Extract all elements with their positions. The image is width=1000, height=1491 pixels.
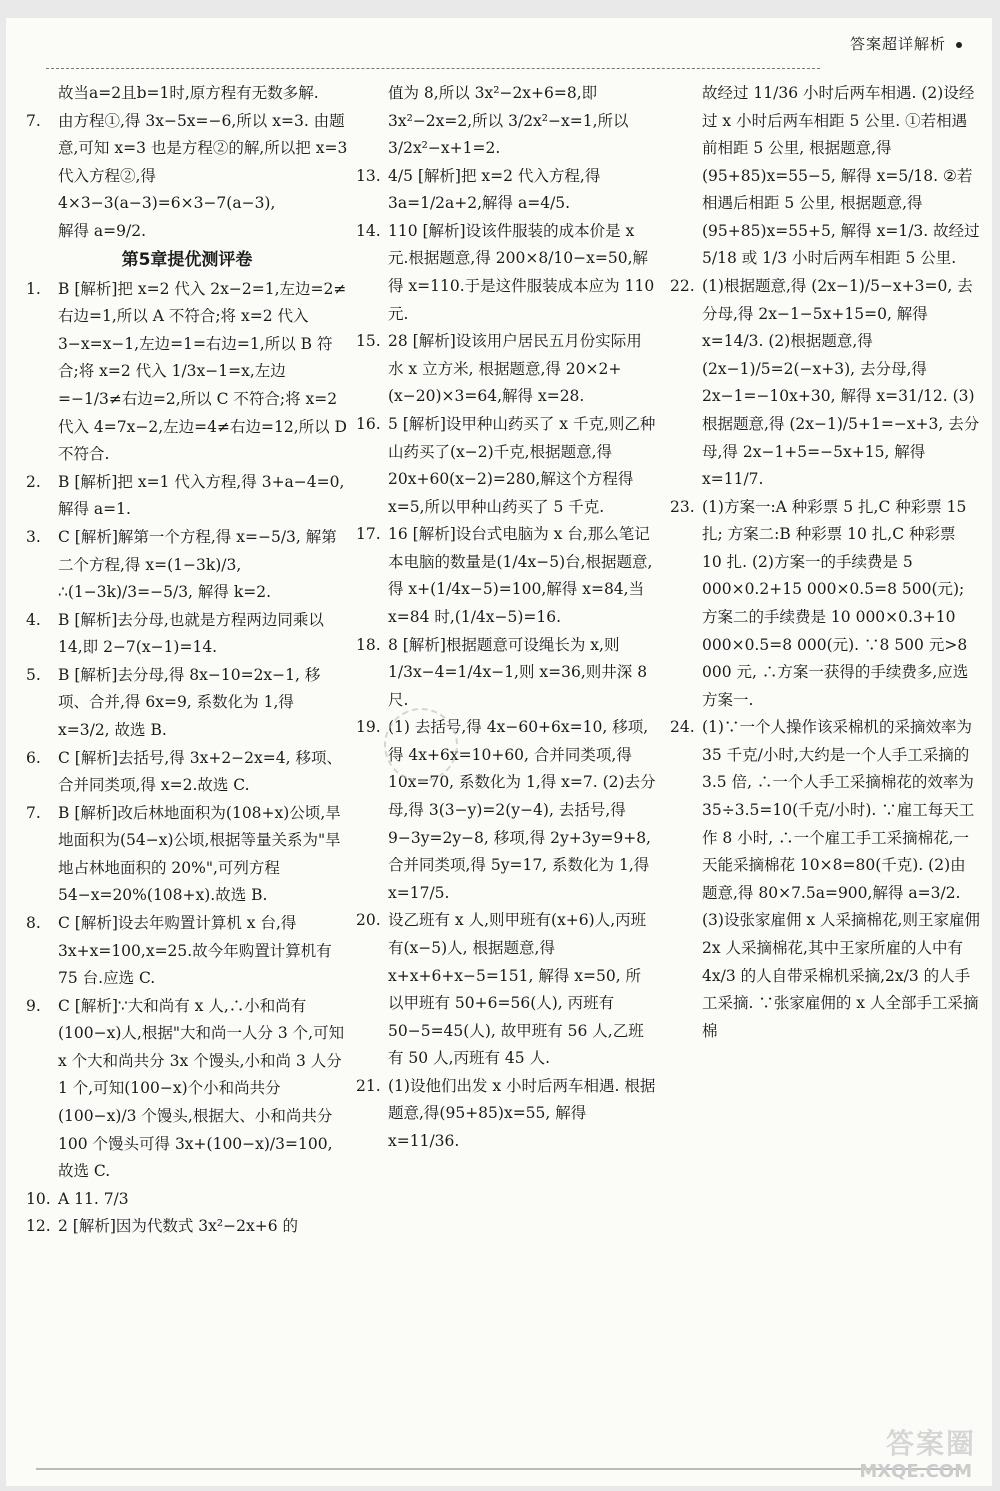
- item-text: 28 [解析]设该用户居民五月份实际用水 x 立方米, 根据题意,得 20×2+(x−20)×3=64,解得 x=28.: [388, 332, 642, 406]
- header-rule: [46, 68, 820, 69]
- answer-item: [26, 662, 348, 745]
- item-text: 110 [解析]设该件服装的成本价是 x 元.根据题意,得 200×8/10−x=50,解得 x=110.于是这件服装成本应为 110 元.: [388, 221, 655, 323]
- answer-item: [356, 521, 656, 631]
- column-right: [670, 80, 980, 1045]
- answer-item: [26, 800, 348, 910]
- item-number: 3.: [26, 527, 41, 546]
- item-text: (1)根据题意,得 (2x−1)/5−x+3=0, 去分母,得 2x−1−5x+15=0, 解得 x=14/3. (2)根据题意,得 (2x−1)/5=2(−x+3), 去分母,得 2x−1=−10x+30, 解得 x=31/12. (3)根据题意,得 (2x−1)/5+1=−x+3, 去分母,得 2x−1+5=−5x+15, 解得 x=11/7.: [702, 277, 980, 489]
- item-number: 15.: [356, 332, 381, 351]
- column-middle: [356, 80, 656, 1156]
- item-text: 16 [解析]设台式电脑为 x 台,那么笔记本电脑的数量是(1/4x−5)台,根据题意,得 x+(1/4x−5)=100,解得 x=84,当 x=84 时,(1/4x−5)=16.: [388, 525, 653, 626]
- answer-item: [356, 1073, 656, 1156]
- item-number: 19.: [356, 718, 381, 737]
- footer-rule: [36, 1468, 962, 1470]
- answer-item: [356, 632, 656, 715]
- item-text: B [解析]去分母,也就是方程两边同乘以 14,即 2−7(x−1)=14.: [58, 610, 324, 657]
- item-text: 8 [解析]根据题意可设绳长为 x,则 1/3x−4=1/4x−1,则 x=36,则井深 8 尺.: [388, 635, 648, 709]
- answer-item: [26, 108, 348, 218]
- item-text: C [解析]设去年购置计算机 x 台,得 3x+x=100,x=25.故今年购置计算机有 75 台.应选 C.: [58, 914, 332, 988]
- item-text: 2 [解析]因为代数式 3x²−2x+6 的: [58, 1217, 298, 1236]
- column-left: [26, 80, 348, 1241]
- answer-item: [356, 218, 656, 328]
- item-number: 17.: [356, 525, 381, 544]
- item-number: 9.: [26, 996, 41, 1015]
- page-header: [46, 28, 980, 58]
- answer-item: [356, 80, 656, 163]
- item-number: 7.: [26, 803, 41, 822]
- item-number: 2.: [26, 472, 41, 491]
- answer-item: [670, 273, 980, 494]
- item-text: 值为 8,所以 3x²−2x+6=8,即 3x²−2x=2,所以 3/2x²−x=1,所以 3/2x²−x+1=2.: [388, 84, 629, 158]
- item-text: (1) 去括号,得 4x−60+6x=10, 移项,得 4x+6x=10+60, 合并同类项,得 10x=70, 系数化为 1,得 x=7. (2)去分母,得 3(3−y)=2(y−4), 去括号,得 9−3y=2y−8, 移项,得 2y+3y=9+8, 合并同类项,得 5y=17, 系数化为 1,得 x=17/5.: [388, 718, 656, 902]
- item-number: 6.: [26, 748, 41, 767]
- section-title: 第5章提优测评卷: [121, 250, 253, 271]
- answer-item: [26, 469, 348, 524]
- answer-item: [26, 80, 348, 108]
- item-number: 1.: [26, 279, 41, 298]
- header-title: 答案超详解析: [849, 35, 946, 53]
- item-text: A 11. 7/3: [58, 1189, 129, 1208]
- item-number: 8.: [26, 914, 41, 933]
- bullet-icon: [956, 42, 962, 48]
- item-text: (1)∵一个人操作该采棉机的采摘效率为 35 千克/小时,大约是一个人手工采摘的 3.5 倍, ∴一个人手工采摘棉花的效率为 35÷3.5=10(千克/小时). ∵雇工每天工作 8 小时, ∴一个雇工手工采摘棉花,一天能采摘棉花 10×8=80(千克). (2)由题意,得 80×7.5a=900,解得 a=3/2. (3)设张家雇佣 x 人采摘棉花,则王家雇佣 2x 人采摘棉花,其中王家所雇的人中有 4x/3 的人自带采棉机采摘,2x/3 的人手工采摘. ∵张家雇佣的 x 人全部手工采摘棉: [702, 718, 980, 1040]
- answer-item: [356, 907, 656, 1072]
- watermark-url: MXQE.COM: [859, 1461, 972, 1482]
- item-number: 24.: [670, 718, 695, 737]
- item-number: 5.: [26, 665, 41, 684]
- item-number: 22.: [670, 277, 695, 296]
- item-number: 16.: [356, 414, 381, 433]
- answer-item: [356, 328, 656, 411]
- answer-item: [26, 1186, 348, 1214]
- item-text: 解得 a=9/2.: [58, 221, 147, 240]
- item-text: 设乙班有 x 人,则甲班有(x+6)人,丙班有(x−5)人, 根据题意,得 x+x+6+x−5=151, 解得 x=50, 所以甲班有 50+6=56(人), 丙班有 50−5=45(人), 故甲班有 56 人,乙班有 50 人,丙班有 45 人.: [388, 911, 647, 1068]
- item-number: 23.: [670, 497, 695, 516]
- answer-page: [6, 18, 992, 1486]
- item-text: 故当a=2且b=1时,原方程有无数多解.: [58, 84, 319, 102]
- item-text: 故经过 11/36 小时后两车相遇. (2)设经过 x 小时后两车相距 5 公里. ①若相遇前相距 5 公里, 根据题意,得(95+85)x=55−5, 解得 x=5/18. ②若相遇后相距 5 公里, 根据题意,得(95+85)x=55+5, 解得 x=1/3. 故经过 5/18 或 1/3 小时后两车相距 5 公里.: [702, 84, 980, 268]
- item-number: 4.: [26, 610, 41, 629]
- answer-item: [26, 993, 348, 1186]
- item-text: (1)方案一:A 种彩票 5 扎,C 种彩票 15 扎; 方案二:B 种彩票 10 扎,C 种彩票 10 扎. (2)方案一的手续费是 5 000×0.2+15 000×0.5=8 500(元); 方案二的手续费是 10 000×0.3+10 000×0.5=8 000(元). ∵8 500 元>8 000 元, ∴方案一获得的手续费多,应选方案一.: [702, 497, 969, 709]
- item-text: B [解析]去分母,得 8x−10=2x−1, 移项、合并,得 6x=9, 系数化为 1,得 x=3/2, 故选 B.: [58, 665, 321, 739]
- item-number: 14.: [356, 221, 381, 240]
- item-text: B [解析]把 x=1 代入方程,得 3+a−4=0,解得 a=1.: [58, 472, 345, 519]
- item-text: C [解析]解第一个方程,得 x=−5/3, 解第二个方程,得 x=(1−3k)/3, ∴(1−3k)/3=−5/3, 解得 k=2.: [58, 527, 337, 602]
- answer-item: [356, 163, 656, 218]
- item-text: C [解析]去括号,得 3x+2−2x=4, 移项、合并同类项,得 x=2.故选 C.: [58, 748, 342, 795]
- item-text: 4/5 [解析]把 x=2 代入方程,得 3a=1/2a+2,解得 a=4/5.: [388, 166, 601, 213]
- item-text: C [解析]∵大和尚有 x 人,∴小和尚有(100−x)人,根据"大和尚一人分 3 个,可知 x 个大和尚共分 3x 个馒头,小和尚 3 人分 1 个,可知(100−x)个小和尚共分 (100−x)/3 个馒头,根据大、小和尚共分 100 个馒头可得 3x+(100−x)/3=100,故选 C.: [58, 996, 345, 1181]
- answer-item: [26, 276, 348, 469]
- answer-item: [26, 1213, 348, 1241]
- item-number: 7.: [26, 111, 41, 130]
- answer-item: [26, 524, 348, 607]
- item-text: B [解析]改后林地面积为(108+x)公顷,旱地面积为(54−x)公顷,根据等量关系为"旱地占林地面积的 20%",可列方程 54−x=20%(108+x).故选 B.: [58, 803, 341, 905]
- answer-item: [26, 910, 348, 993]
- item-text: (1)设他们出发 x 小时后两车相遇. 根据题意,得(95+85)x=55, 解得 x=11/36.: [388, 1076, 656, 1150]
- answer-item: [670, 80, 980, 273]
- answer-item: [670, 714, 980, 1045]
- answer-item: [670, 494, 980, 715]
- item-number: 20.: [356, 911, 381, 930]
- answer-item: [26, 745, 348, 800]
- answer-item: [26, 607, 348, 662]
- item-text: 5 [解析]设甲种山药买了 x 千克,则乙种山药买了(x−2)千克,根据题意,得 20x+60(x−2)=280,解这个方程得 x=5,所以甲种山药买了 5 千克.: [388, 414, 656, 516]
- item-number: 21.: [356, 1076, 381, 1095]
- item-number: 10.: [26, 1189, 51, 1208]
- answer-item: [356, 411, 656, 521]
- watermark-logo: 答案圈: [885, 1427, 976, 1460]
- answer-item: [26, 218, 348, 246]
- item-number: 13.: [356, 166, 381, 185]
- item-number: 18.: [356, 635, 381, 654]
- item-text: B [解析]把 x=2 代入 2x−2=1,左边=2≠右边=1,所以 A 不符合;将 x=2 代入 3−x=x−1,左边=1=右边=1,所以 B 符合;将 x=2 代入 1/3x−1=x,左边=−1/3≠右边=2,所以 C 不符合;将 x=2 代入 4=7x−2,左边=4≠右边=12,所以 D 不符合.: [58, 279, 347, 464]
- item-text: 由方程①,得 3x−5x=−6,所以 x=3. 由题意,可知 x=3 也是方程②的解,所以把 x=3 代入方程②,得 4×3−3(a−3)=6×3−7(a−3),: [58, 111, 348, 213]
- item-number: 12.: [26, 1217, 51, 1236]
